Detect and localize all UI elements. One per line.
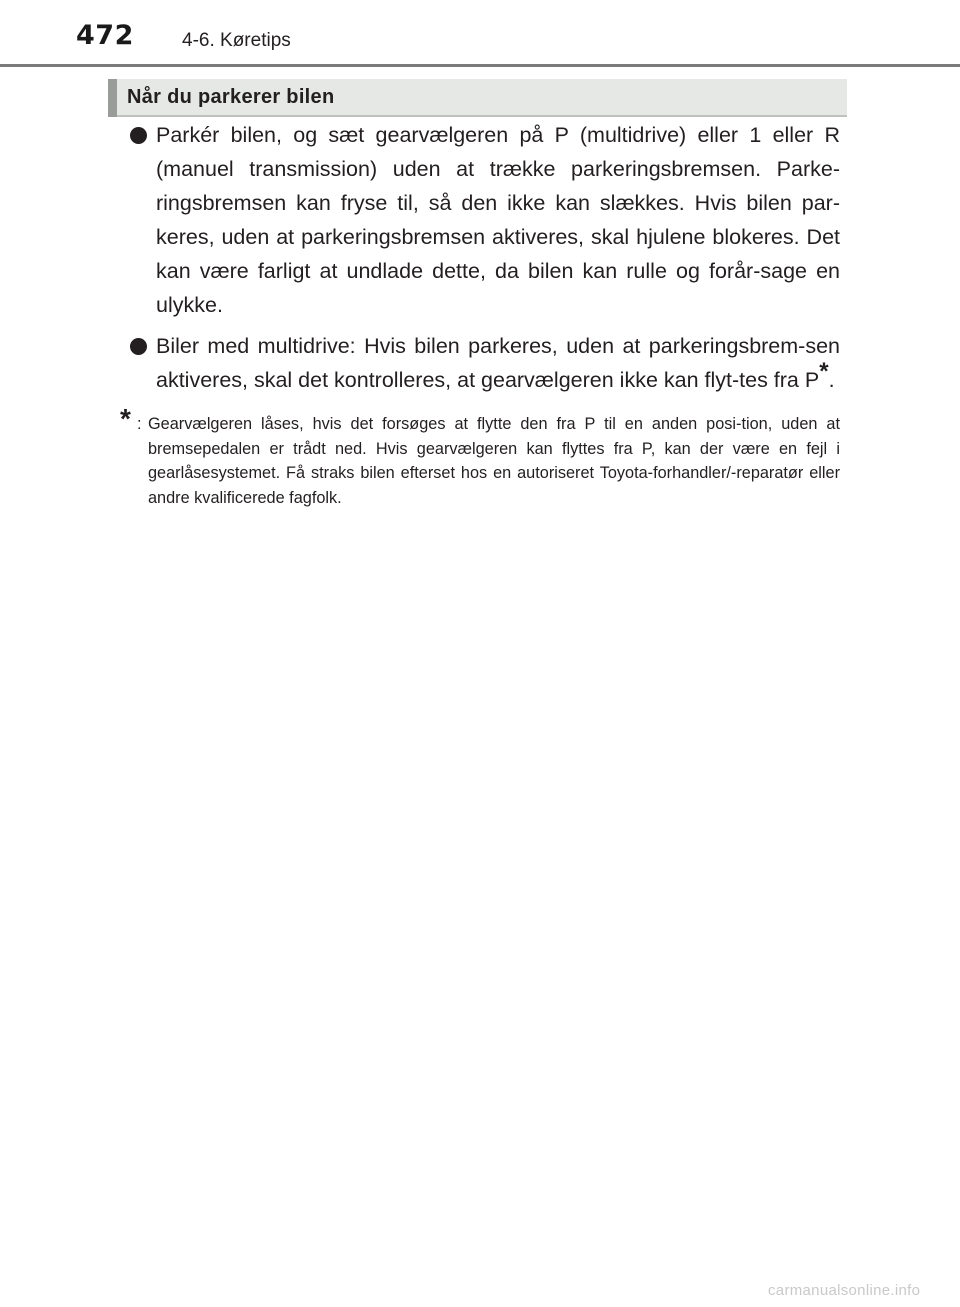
section-title: Når du parkerer bilen	[127, 86, 335, 108]
footnote	[120, 403, 840, 510]
footnote-marker: *	[819, 358, 829, 385]
footnote-text: Gearvælgeren låses, hvis det forsøges at flytte den fra P til en anden posi-tion, uden at bremsepedalen er trådt ned. Hvis gearvælgeren kan flyttes fra P, kan der være en fejl i gearlåsesystemet. Få straks bilen efterset hos en autoriseret Toyota-forhandler/-reparatør eller andre kvalificerede fagfolk.	[148, 415, 840, 507]
bullet-list	[130, 118, 840, 404]
header-rule	[0, 64, 960, 67]
chapter-title: 4-6. Køretips	[182, 30, 291, 51]
bullet-text: Biler med multidrive: Hvis bilen parkeres, uden at parkeringsbrem-sen aktiveres, skal det kontrolleres, at gearvælgeren ikke kan flyt-tes fra P	[156, 334, 840, 392]
footnote-mark: *	[120, 403, 131, 434]
bullet-item	[130, 329, 840, 397]
bullet-dot-icon	[130, 338, 147, 355]
bullet-text-end: .	[828, 368, 835, 392]
bullet-dot-icon	[130, 127, 147, 144]
footnote-colon: :	[137, 415, 142, 433]
section-accent	[108, 79, 117, 117]
bullet-item	[130, 118, 840, 322]
watermark: carmanualsonline.info	[768, 1282, 921, 1299]
page-number: 472	[76, 20, 134, 51]
bullet-text: Parkér bilen, og sæt gearvælgeren på P (multidrive) eller 1 eller R (manuel transmission) uden at trække parkeringsbremsen. Parke-ringsbremsen kan fryse til, så den ikke kan slækkes. Hvis bilen par-keres, uden at parkeringsbremsen aktiveres, skal hjulene blokeres. Det kan være farligt at undlade dette, da bilen kan rulle og forår-sage en ulykke.	[156, 123, 840, 317]
